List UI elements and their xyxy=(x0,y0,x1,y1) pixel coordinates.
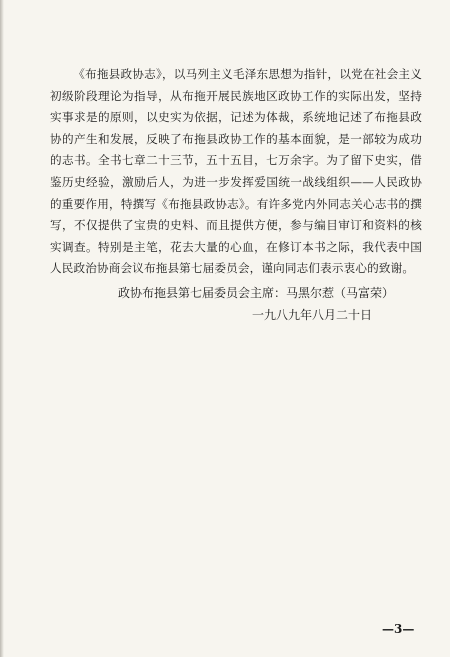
scan-edge-shadow xyxy=(0,0,4,657)
document-body xyxy=(50,64,422,280)
signature-line: 政协布拖县第七届委员会主席：马黑尔惹（马富荣） xyxy=(118,286,395,300)
date-line: 一九八九年八月二十日 xyxy=(252,308,373,322)
page-number: —3— xyxy=(382,622,415,636)
body-paragraph: 《布拖县政协志》，以马列主义毛泽东思想为指针，以党在社会主义初级阶段理论为指导，从布拖开展民族地区政协工作的实际出发，坚持实事求是的原则，以史实为依据，记述为体裁，系统地记述了布拖县政协的产生和发展，反映了布拖县政协工作的基本面貌，是一部较为成功的志书。全书七章二十三节，五十五目，七万余字。为了留下史实，借鉴历史经验，激励后人，为进一步发挥爱国统一战线组织——人民政协的重要作用，特撰写《布拖县政协志》。有许多党内外同志关心志书的撰写，不仅提供了宝贵的史料、而且提供方便，参与编目审订和资料的核实调查。特别是主笔，花去大量的心血，在修订本书之际，我代表中国人民政治协商会议布拖县第七届委员会，谨向同志们表示衷心的致谢。 xyxy=(50,67,422,276)
